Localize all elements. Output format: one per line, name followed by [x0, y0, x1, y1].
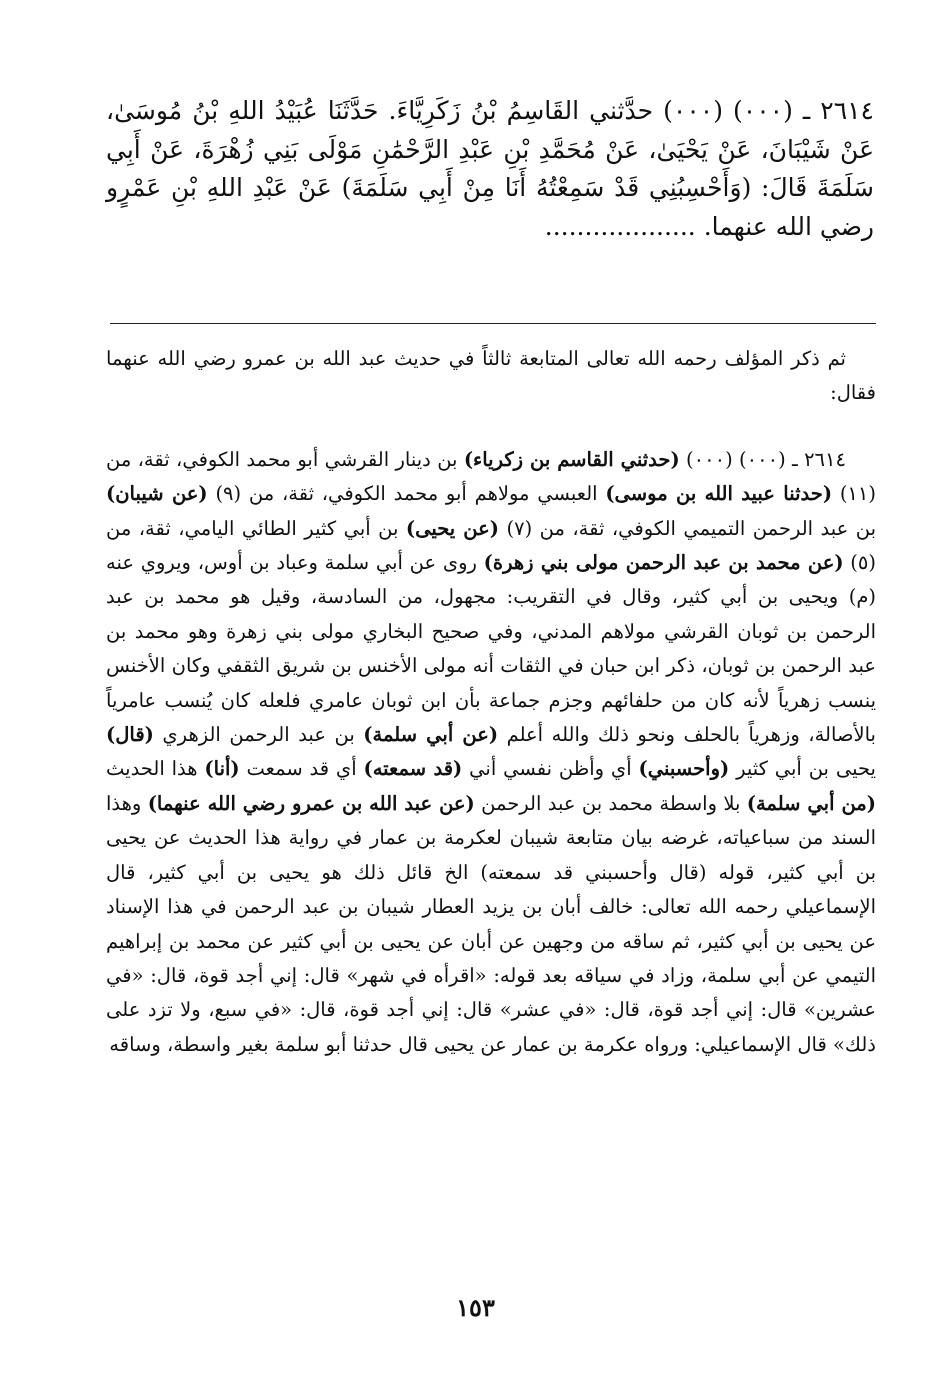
- hadith-text-block: [106, 92, 874, 246]
- commentary-bold-phrase: (عن محمد بن عبد الرحمن مولى بني زهرة): [483, 551, 844, 575]
- commentary-bold-phrase: (حدثنا عبيد الله بن موسى): [605, 482, 833, 506]
- commentary-text: أي وأظن نفسي أني: [462, 757, 639, 781]
- page-number: ١٥٣: [456, 1293, 495, 1322]
- commentary-text: يحيى بن أبي كثير: [729, 757, 876, 781]
- commentary-bold-phrase: (حدثني القاسم بن زكرياء): [463, 447, 680, 471]
- commentary-text: روى عن أبي سلمة وعباد بن أوس، ويروي عنه (م) ويحيى بن أبي كثير، وقال في التقريب: مجهول، من السادسة، وقيل هو محمد بن عبد الرحمن بن ثوبان القرشي مولاهم المدني، وفي صحيح البخاري مولى بني زهرة وهو محمد بن عبد الرحمن بن ثوبان، ذكر ابن حبان في الثقات أنه مولى الأخنس بن شريق الثقفي وكان الأخنس ينسب زهرياً لأنه كان من حلفائهم وجزم جماعة بأن ابن ثوبان عامري فلعله كان يُنسب عامرياً بالأصالة، وزهرياً بالحلف ونحو ذلك والله أعلم: [106, 551, 876, 747]
- commentary-bold-phrase: (عن شيبان): [106, 482, 208, 506]
- commentary-bold-phrase: (عن أبي سلمة): [363, 723, 499, 747]
- commentary-bold-phrase: (عن يحيى): [405, 516, 499, 540]
- commentary-text: بن عبد الرحمن التميمي الكوفي، ثقة، من (٧): [499, 516, 877, 540]
- commentary-bold-phrase: (قال): [106, 723, 154, 747]
- commentary-bold-phrase: (أنا): [204, 757, 240, 781]
- commentary-text: ٢٦١٤ ـ (٠٠٠) (٠٠٠): [679, 447, 846, 471]
- hadith-ellipsis: ...................: [544, 211, 696, 241]
- commentary-text: بن أبي كثير الطائي اليامي، ثقة، من (٥): [106, 516, 876, 575]
- commentary-bold-phrase: (من أبي سلمة): [746, 791, 876, 815]
- commentary-bold-phrase: (عن عبد الله بن عمرو رضي الله عنهما): [147, 791, 475, 815]
- hadith-text: ٢٦١٤ ـ (٠٠٠) (٠٠٠) حدَّثني القَاسِمُ بْنُ زَكَرِيَّاءَ. حَدَّثَنَا عُبَيْدُ اللهِ بْنُ مُوسَىٰ، عَنْ شَيْبَانَ، عَنْ يَحْيَىٰ، عَنْ مُحَمَّدِ بْنِ عَبْدِ الرَّحْمَٰنِ مَوْلَى بَنِي زُهْرَةَ، عَنْ أَبِي سَلَمَةَ قَالَ: (وَأَحْسِبُنِي قَدْ سَمِعْتُهُ أَنَا مِنْ أَبِي سَلَمَةَ) عَنْ عَبْدِ اللهِ بْنِ عَمْرٍو رضي الله عنهما.: [106, 96, 874, 241]
- commentary-text: أي قد سمعت: [239, 757, 364, 781]
- commentary-text: وهذا السند من سباعياته، غرضه بيان متابعة شيبان لعكرمة بن عمار في رواية هذا الحديث عن يحيى بن أبي كثير، قوله (قال وأحسبني قد سمعته) الخ قائل ذلك هو يحيى بن أبي كثير، قال الإسماعيلي رحمه الله تعالى: خالف أبان بن يزيد العطار شيبان بن عبد الرحمن في هذا الإسناد عن يحيى بن أبي كثير، ثم ساقه من وجهين عن أبان عن يحيى بن أبي كثير عن محمد بن إبراهيم التيمي عن أبي سلمة، وزاد في سياقه بعد قوله: «اقرأه في شهر» قال: إني أجد قوة، قال: «في عشرين» قال: إني أجد قوة، قال: «في عشر» قال: إني أجد قوة، قال: «في سبع، ولا تزد على ذلك» قال الإسماعيلي: ورواه عكرمة بن عمار عن يحيى قال حدثنا أبو سلمة بغير واسطة، وساقه: [106, 791, 876, 1056]
- commentary-bold-phrase: (وأحسبني): [638, 757, 730, 781]
- commentary-bold-phrase: (قد سمعته): [363, 757, 463, 781]
- commentary-text: بن عبد الرحمن الزهري: [153, 723, 364, 747]
- commentary-text: هذا الحديث: [106, 757, 205, 781]
- commentary-body: [106, 443, 876, 1062]
- commentary-text: بلا واسطة محمد بن عبد الرحمن: [474, 791, 747, 815]
- commentary-intro: ثم ذكر المؤلف رحمه الله تعالى المتابعة ثالثاً في حديث عبد الله بن عمرو رضي الله عنهما فقال:: [106, 347, 876, 405]
- commentary-block: [106, 342, 876, 1062]
- commentary-text: العبسي مولاهم أبو محمد الكوفي، ثقة، من (٩): [207, 482, 606, 506]
- commentary-text: بن دينار القرشي أبو محمد الكوفي، ثقة، من (١١): [106, 447, 876, 506]
- footnote-divider: [110, 323, 876, 324]
